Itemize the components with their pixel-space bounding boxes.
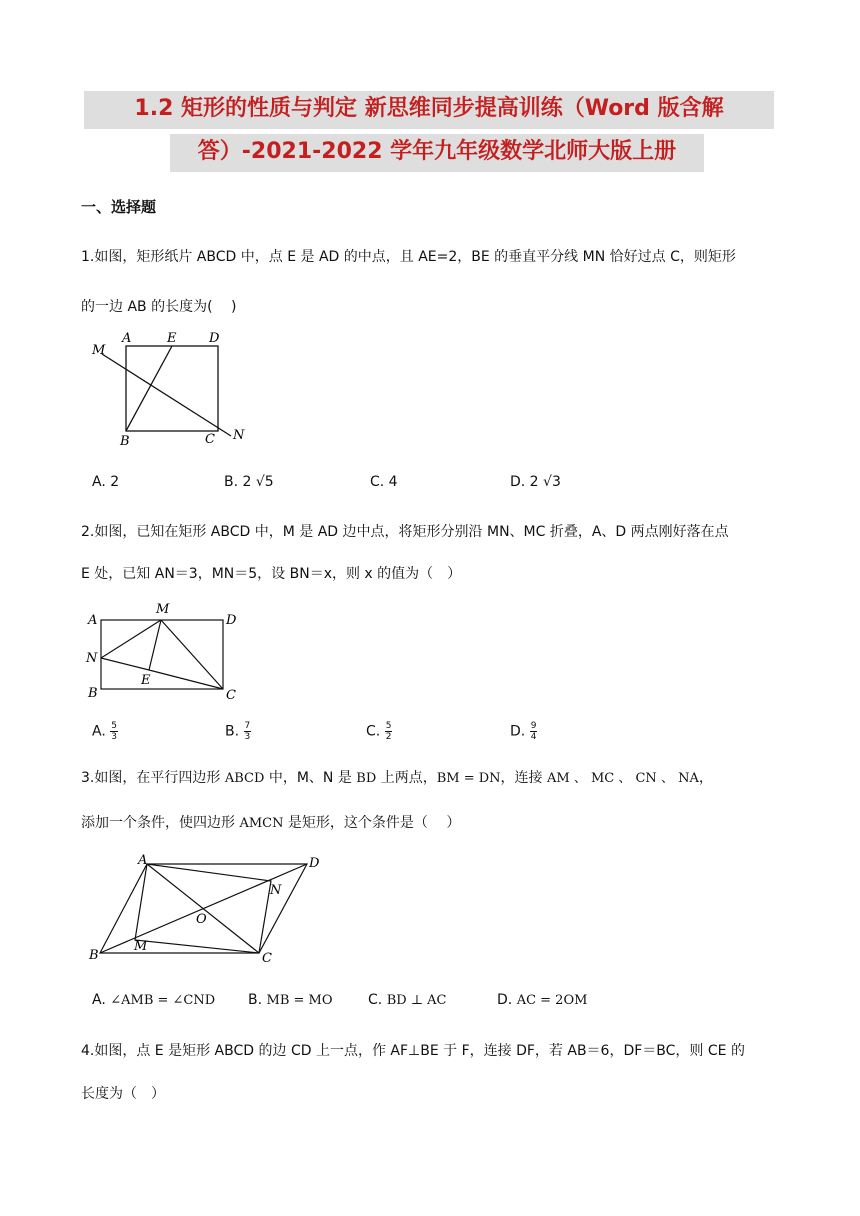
q2-label-b: B [88,686,98,701]
q1-label-c: C [205,432,215,447]
q3-option-b: B. MB = MO [248,992,333,1008]
q1-option-d: D. 2 √3 [510,474,561,490]
q1-option-c: C. 4 [370,474,398,490]
q2-line-1: 2.如图，已知在矩形 ABCD 中，M 是 AD 边中点，将矩形分别沿 MN、MC 折叠，A、D 两点刚好落在点 [81,524,729,540]
q2-label-a: A [88,613,98,628]
q2-option-a-fraction: $\frac{5}{3}$ [111,721,117,742]
q3-label-b: B [89,948,99,963]
q2-label-c: C [226,688,236,703]
q2-label-m: M [156,602,170,617]
q4-line-1: 4.如图，点 E 是矩形 ABCD 的边 CD 上一点，作 AF⊥BE 于 F，连接 DF，若 AB＝6，DF＝BC，则 CE 的 [81,1043,745,1059]
q2-option-b: B. $\frac{7}{3}$ [225,721,251,742]
q2-label-e: E [141,673,151,688]
q2-label-d: D [226,613,237,628]
q2-line-mc [161,620,223,689]
q3-option-c: C. BD ⊥ AC [368,992,447,1008]
q3-label-a: A [138,853,148,868]
q3-line-1: 3.如图，在平行四边形 ABCD 中，M、N 是 BD 上两点，BM = DN，连接 AM 、 MC 、 CN 、 NA， [81,770,713,786]
q1-label-d: D [209,331,220,346]
q2-label-n: N [86,651,98,666]
q1-figure [88,330,258,450]
q3-figure [86,850,336,968]
q1-label-a: A [122,331,132,346]
q2-line-ec [149,670,223,689]
q1-label-m: M [92,343,106,358]
section-heading: 一、选择题 [81,198,157,216]
q3-label-n: N [270,883,282,898]
title-line-1: 1.2 矩形的性质与判定 新思维同步提高训练（Word 版含解 [84,91,774,129]
q2-option-d: D. $\frac{9}{4}$ [510,721,537,742]
q1-label-n: N [233,428,245,443]
q1-line-1: 1.如图，矩形纸片 ABCD 中，点 E 是 AD 的中点，且 AE=2，BE 的垂直平分线 MN 恰好过点 C，则矩形 [81,249,736,265]
q2-line-me [149,620,161,670]
q1-option-a: A. 2 [92,474,120,490]
q2-line-mn [101,620,161,658]
q2-rectangle [101,620,223,689]
q1-line-2: 的一边 AB 的长度为( ) [81,299,237,315]
q2-figure [84,600,254,705]
q3-label-m: M [134,939,148,954]
q3-option-a: A. ∠AMB = ∠CND [92,992,216,1008]
q3-label-c: C [262,951,272,966]
q1-line-be [126,346,172,431]
q3-line-2: 添加一个条件，使四边形 AMCN 是矩形，这个条件是（ ） [81,815,461,831]
q1-label-e: E [167,331,177,346]
q2-line-2: E 处，已知 AN＝3，MN＝5，设 BN＝x，则 x 的值为（ ） [81,566,462,582]
q2-line-ne [101,658,149,670]
q2-option-d-fraction: $\frac{9}{4}$ [530,721,537,742]
q1-label-b: B [120,434,130,449]
q2-option-c-fraction: $\frac{5}{2}$ [385,721,392,742]
title-line-2: 答）-2021-2022 学年九年级数学北师大版上册 [170,134,704,172]
q1-line-mn [102,354,231,436]
q4-line-2: 长度为（ ） [81,1086,165,1102]
q2-option-b-fraction: $\frac{7}{3}$ [244,721,251,742]
q3-label-o: O [196,912,207,927]
q3-option-d: D. AC = 2OM [497,992,588,1008]
q3-label-d: D [309,856,320,871]
q2-option-c: C. $\frac{5}{2}$ [366,721,392,742]
q1-option-b: B. 2 √5 [224,474,274,490]
q2-option-a: A. $\frac{5}{3}$ [92,721,117,742]
